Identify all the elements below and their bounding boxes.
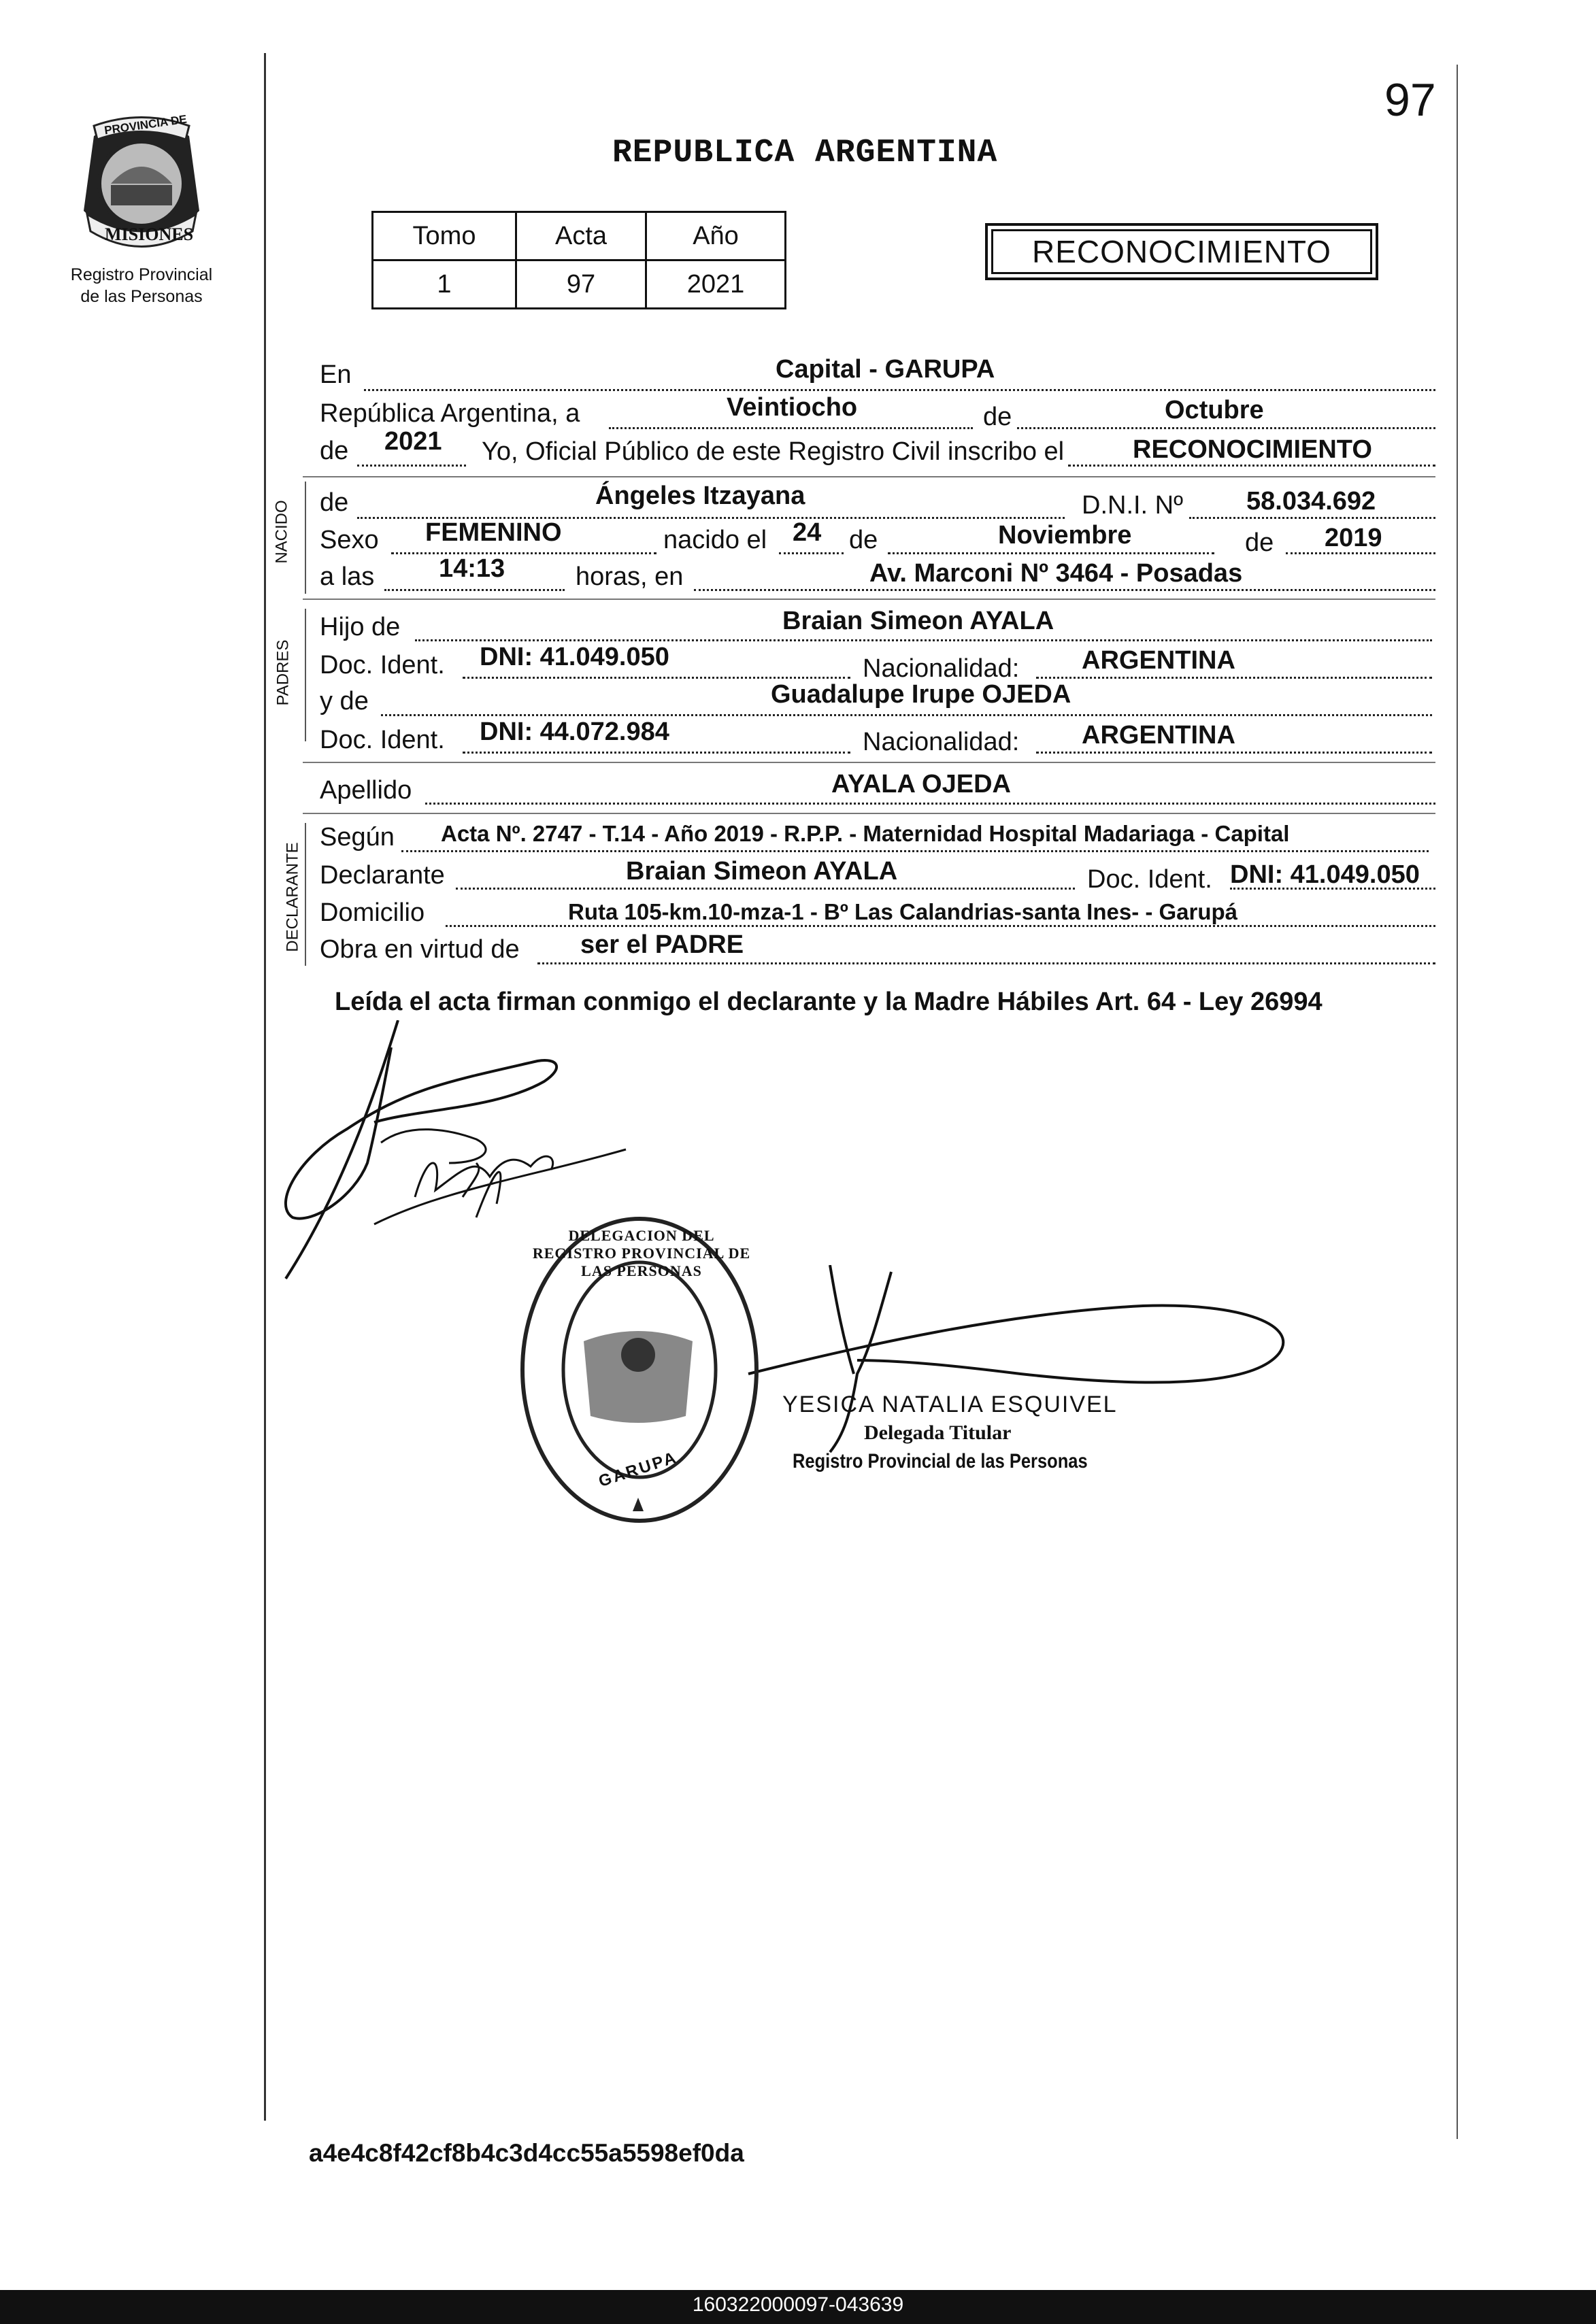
dots-mother-doc xyxy=(463,752,850,754)
label-apellido: Apellido xyxy=(320,776,412,805)
value-dni: 58.034.692 xyxy=(1246,487,1376,516)
label-obra: Obra en virtud de xyxy=(320,935,520,964)
dots-declarant xyxy=(456,888,1075,890)
dots-address xyxy=(446,925,1435,927)
seal-text-top: PROVINCIA DE xyxy=(103,112,188,137)
section-separator xyxy=(303,599,1435,600)
country-title: REPUBLICA ARGENTINA xyxy=(612,135,998,171)
record-value-anio: 2021 xyxy=(646,260,786,309)
label-doc-ident-father: Doc. Ident. xyxy=(320,651,445,679)
official-name: YESICA NATALIA ESQUIVEL xyxy=(782,1392,1118,1417)
value-capacity: ser el PADRE xyxy=(580,930,744,959)
dots-mother xyxy=(381,714,1432,716)
right-margin-line xyxy=(1457,65,1458,2139)
left-margin-line xyxy=(264,53,266,2121)
label-de-birth-month: de xyxy=(849,526,878,554)
label-de-name: de xyxy=(320,488,349,517)
value-father-doc: DNI: 41.049.050 xyxy=(480,643,669,671)
dots-father xyxy=(415,639,1432,641)
label-dni: D.N.I. Nº xyxy=(1082,491,1183,520)
section-separator xyxy=(303,476,1435,477)
official-registry: Registro Provincial de las Personas xyxy=(793,1450,1088,1472)
closing-statement: Leída el acta firman conmigo el declarante y la Madre Hábiles Art. 64 - Ley 26994 xyxy=(335,988,1323,1016)
value-mother-doc: DNI: 44.072.984 xyxy=(480,718,669,746)
side-label-declarante: DECLARANTE xyxy=(283,842,302,952)
value-year: 2021 xyxy=(384,427,442,456)
stamp-bottom-text: GARUPA xyxy=(596,1448,680,1491)
dots-month xyxy=(1017,427,1435,429)
dots-mother-nat xyxy=(1036,752,1432,754)
label-declarante: Declarante xyxy=(320,861,445,890)
value-father-nat: ARGENTINA xyxy=(1082,646,1235,675)
label-horas: horas, en xyxy=(576,562,684,591)
seal-text-bottom: MISIONES xyxy=(105,224,194,244)
dots-father-nat xyxy=(1036,677,1432,679)
value-month: Octubre xyxy=(1165,396,1264,424)
dots-sex xyxy=(391,552,656,554)
value-time: 14:13 xyxy=(439,554,505,583)
section-separator xyxy=(303,762,1435,763)
value-birth-year: 2019 xyxy=(1325,524,1382,552)
record-value-tomo: 1 xyxy=(373,260,516,309)
value-birth-day: 24 xyxy=(793,518,822,547)
value-name: Ángeles Itzayana xyxy=(595,482,805,510)
dots-according xyxy=(401,850,1429,852)
label-de-month: de xyxy=(983,403,1012,431)
stamp-ring-text: DELEGACION DEL REGISTRO PROVINCIAL DE LAS PERSONAS xyxy=(532,1227,751,1279)
label-nationality-mother: Nacionalidad: xyxy=(863,728,1020,756)
value-surname: AYALA OJEDA xyxy=(831,770,1011,798)
value-address: Ruta 105-km.10-mza-1 - Bº Las Calandrias-santa Ines- - Garupá xyxy=(568,899,1238,924)
official-stamp xyxy=(516,1212,764,1528)
dots-father-doc xyxy=(463,677,850,679)
label-republica: República Argentina, a xyxy=(320,399,580,428)
declarante-bracket xyxy=(305,823,306,966)
value-mother: Guadalupe Irupe OJEDA xyxy=(771,680,1071,709)
dots-birth-place xyxy=(694,589,1435,591)
registry-seal-logo xyxy=(73,109,210,262)
label-en: En xyxy=(320,360,352,389)
registry-label-line2: de las Personas xyxy=(80,287,203,306)
value-mother-nat: ARGENTINA xyxy=(1082,721,1235,750)
label-domicilio: Domicilio xyxy=(320,898,425,927)
document-hash: a4e4c8f42cf8b4c3d4cc55a5598ef0da xyxy=(309,2139,744,2167)
dots-dni xyxy=(1189,517,1435,519)
label-y-de: y de xyxy=(320,687,369,715)
dots-act xyxy=(1068,465,1435,467)
registry-label-line1: Registro Provincial xyxy=(70,265,213,284)
label-sexo: Sexo xyxy=(320,526,379,554)
label-de-birth-year: de xyxy=(1245,528,1274,557)
label-de-year: de xyxy=(320,437,349,465)
value-father: Braian Simeon AYALA xyxy=(782,607,1054,635)
label-doc-ident-declarant: Doc. Ident. xyxy=(1087,865,1212,894)
section-separator xyxy=(303,813,1435,814)
dots-day xyxy=(609,427,973,429)
record-header-anio: Año xyxy=(646,212,786,260)
record-header-tomo: Tomo xyxy=(373,212,516,260)
label-a-las: a las xyxy=(320,562,375,591)
dots-surname xyxy=(425,803,1435,805)
page-number: 97 xyxy=(1384,74,1436,126)
value-day: Veintiocho xyxy=(727,393,858,422)
side-label-padres: PADRES xyxy=(273,639,293,706)
label-hijo-de: Hijo de xyxy=(320,613,401,641)
label-nationality-father: Nacionalidad: xyxy=(863,654,1020,683)
label-segun: Según xyxy=(320,823,395,852)
act-type-box: RECONOCIMIENTO xyxy=(985,223,1378,280)
record-value-acta: 97 xyxy=(516,260,646,309)
label-doc-ident-mother: Doc. Ident. xyxy=(320,726,445,754)
nacido-bracket xyxy=(305,482,306,594)
record-header-acta: Acta xyxy=(516,212,646,260)
value-place: Capital - GARUPA xyxy=(776,355,995,384)
official-title: Delegada Titular xyxy=(864,1421,1012,1444)
record-table xyxy=(371,211,786,309)
dots-place xyxy=(364,389,1435,391)
dots-year xyxy=(357,465,466,467)
dots-capacity xyxy=(537,962,1435,964)
value-according: Acta Nº. 2747 - T.14 - Año 2019 - R.P.P. - Maternidad Hospital Madariaga - Capital xyxy=(441,821,1290,846)
dots-birth-day xyxy=(779,552,844,554)
official-signature xyxy=(735,1265,1313,1455)
registry-label xyxy=(53,264,230,307)
value-act: RECONOCIMIENTO xyxy=(1133,435,1372,464)
side-label-nacido: NACIDO xyxy=(272,500,291,564)
value-birth-place: Av. Marconi Nº 3464 - Posadas xyxy=(869,559,1243,588)
label-yo: Yo, Oficial Público de este Registro Civil inscribo el xyxy=(482,437,1065,466)
dots-birth-month xyxy=(888,552,1214,554)
value-birth-month: Noviembre xyxy=(998,521,1132,550)
value-declarant-doc: DNI: 41.049.050 xyxy=(1230,860,1420,889)
dots-time xyxy=(384,589,565,591)
padres-bracket xyxy=(305,609,306,741)
footer-code: 160322000097-043639 xyxy=(692,2293,904,2316)
label-nacido: nacido el xyxy=(663,526,767,554)
value-sex: FEMENINO xyxy=(425,518,562,547)
value-declarant: Braian Simeon AYALA xyxy=(626,857,898,886)
